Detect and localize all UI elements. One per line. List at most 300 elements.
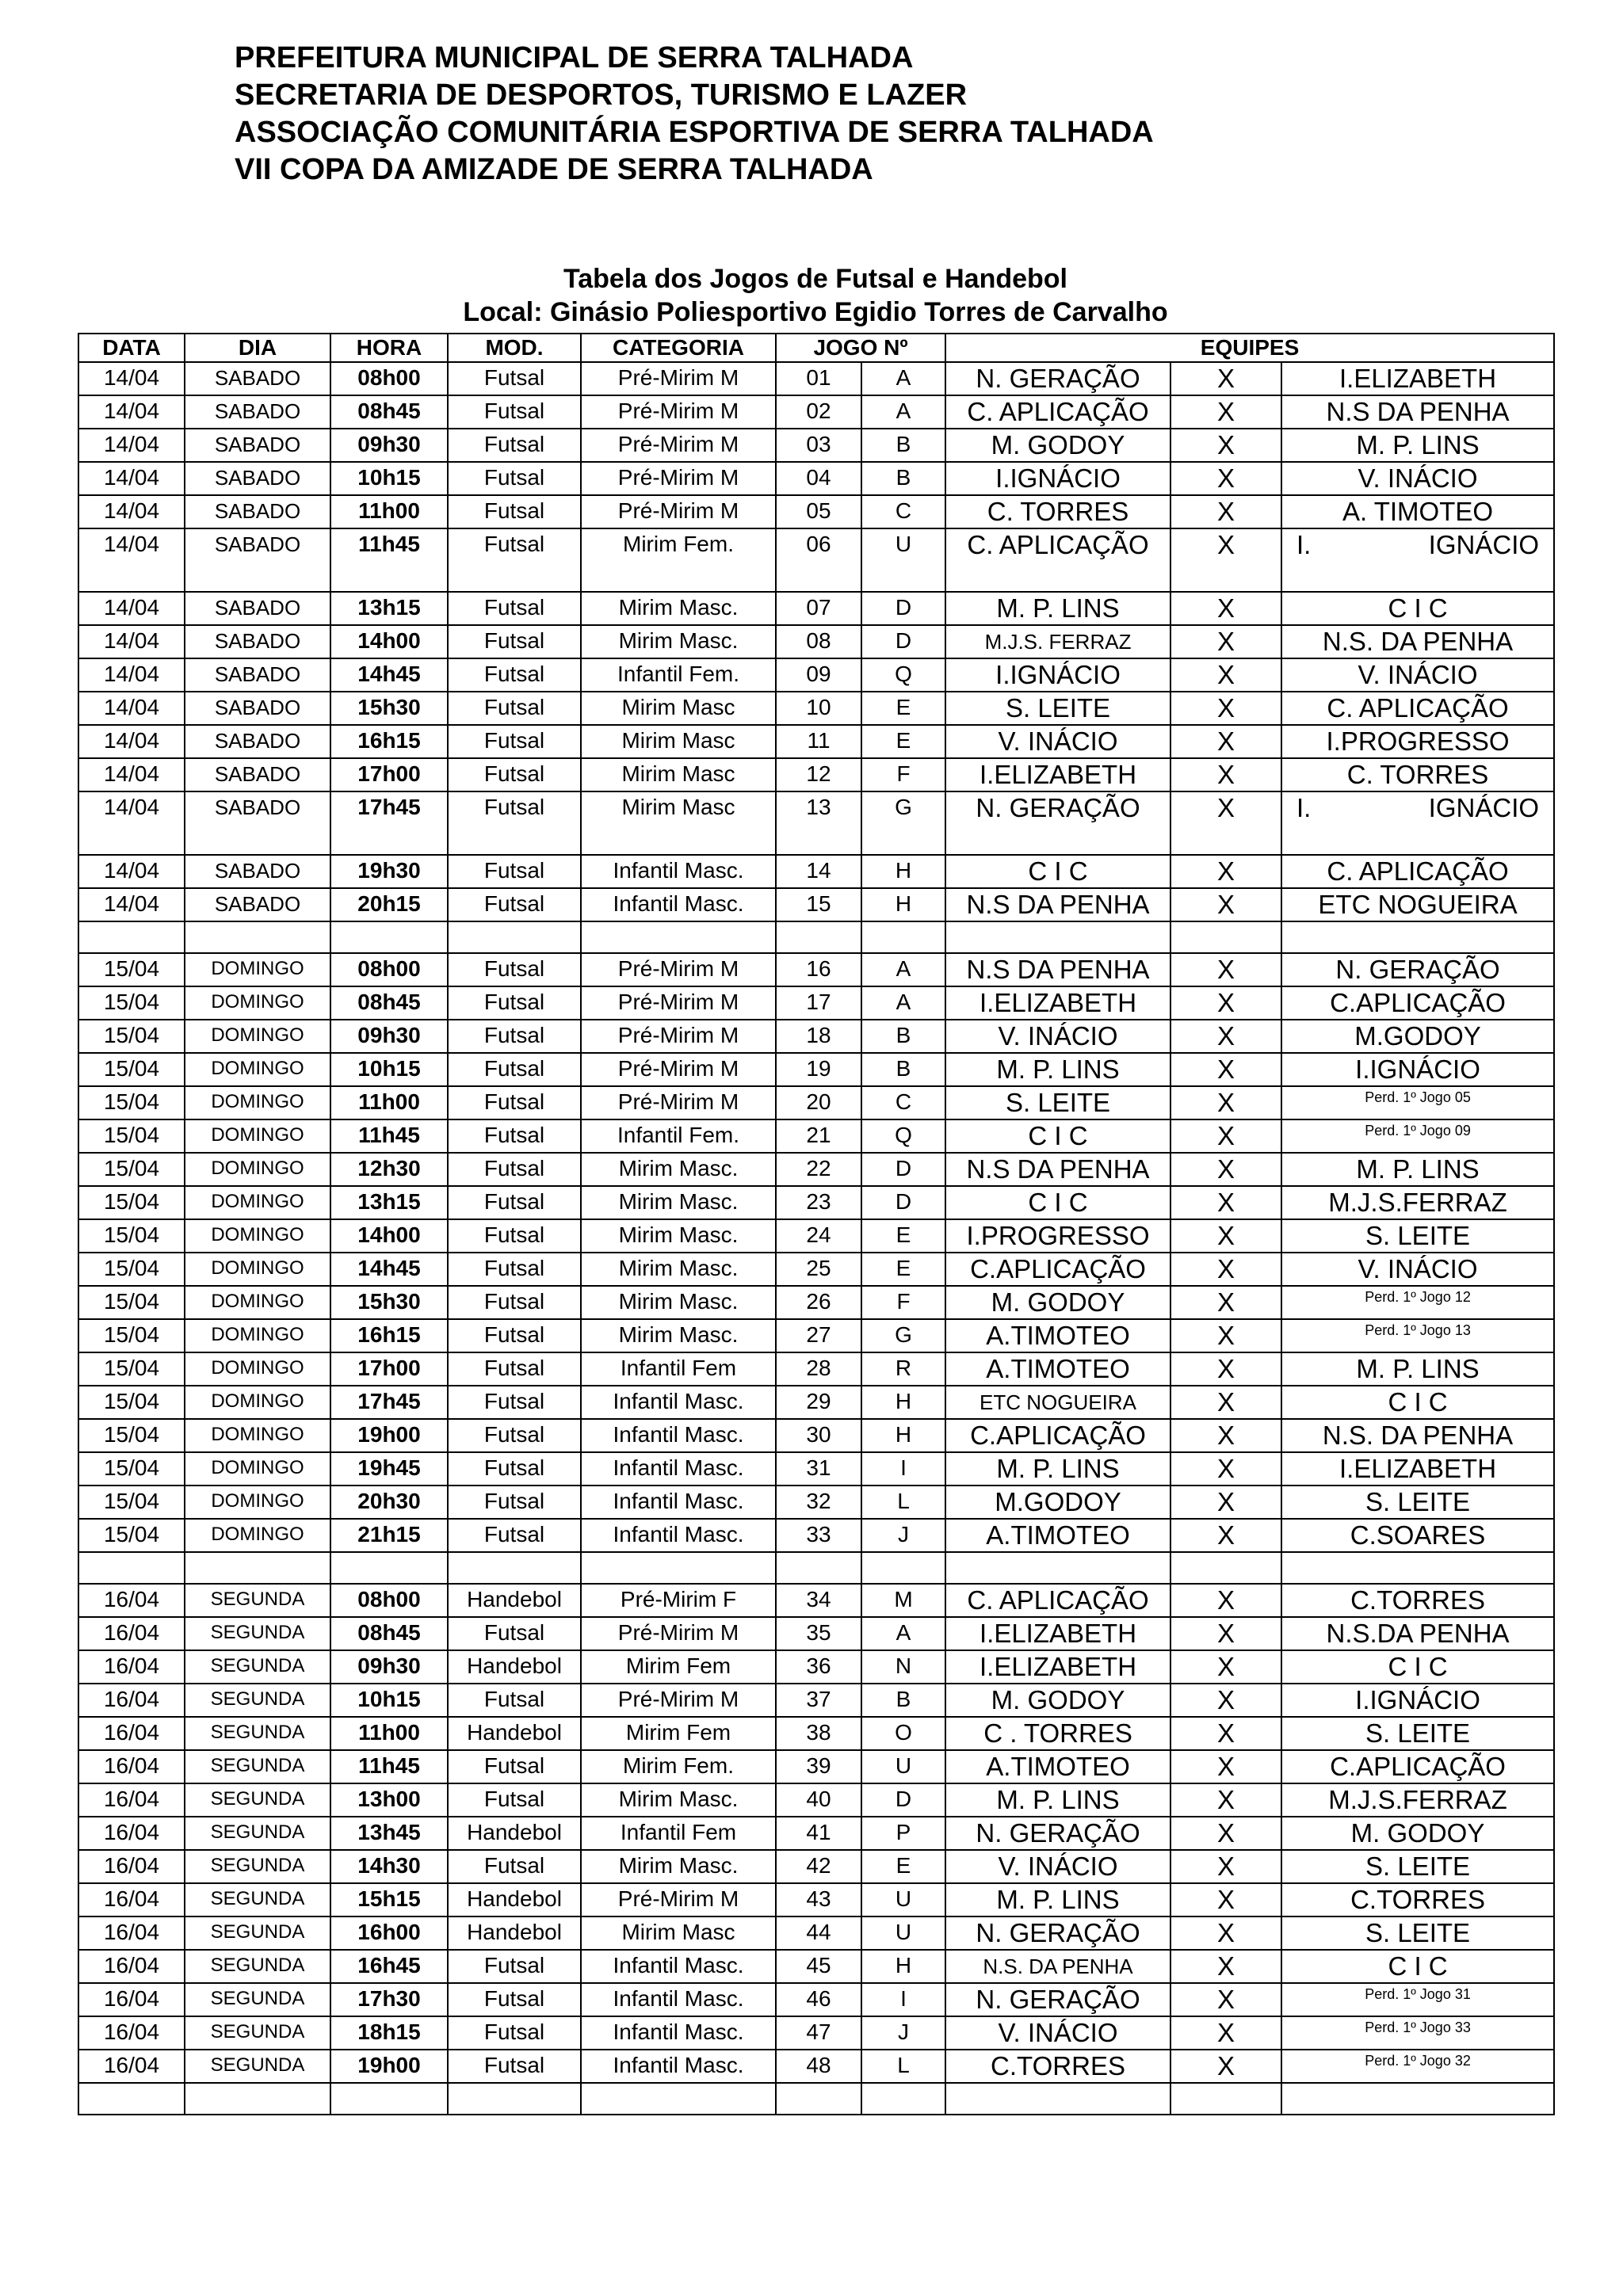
- cell-mod: Futsal: [448, 1053, 581, 1086]
- cell-hora: 10h15: [330, 462, 448, 495]
- cell-versus: X: [1170, 791, 1281, 855]
- cell-hora: 20h15: [330, 888, 448, 921]
- cell-hora: 18h15: [330, 2016, 448, 2050]
- cell-mod: Futsal: [448, 855, 581, 888]
- cell-versus: X: [1170, 1783, 1281, 1817]
- cell-data: 14/04: [78, 395, 185, 429]
- cell-grupo: G: [861, 791, 945, 855]
- cell-team-2: [1281, 528, 1554, 592]
- cell-jogo: 11: [776, 725, 861, 758]
- cell-categoria: Mirim Fem: [581, 1650, 776, 1684]
- cell-team-1: N.S DA PENHA: [945, 1153, 1170, 1186]
- cell-dia: DOMINGO: [185, 1186, 330, 1219]
- cell-categoria: Infantil Masc.: [581, 855, 776, 888]
- cell-data: 15/04: [78, 1053, 185, 1086]
- cell-team-2: S. LEITE: [1281, 1917, 1554, 1950]
- cell-mod: Futsal: [448, 1617, 581, 1650]
- cell-categoria: Infantil Masc.: [581, 1452, 776, 1486]
- cell-jogo: 16: [776, 953, 861, 986]
- cell-jogo: 48: [776, 2050, 861, 2083]
- cell-grupo: D: [861, 625, 945, 658]
- cell-dia: SABADO: [185, 758, 330, 791]
- cell-dia: SEGUNDA: [185, 2050, 330, 2083]
- cell-hora: 08h45: [330, 986, 448, 1020]
- cell-jogo: 17: [776, 986, 861, 1020]
- table-row: [78, 1983, 1554, 2016]
- cell-jogo: 21: [776, 1119, 861, 1153]
- cell-versus: X: [1170, 429, 1281, 462]
- table-row: [78, 1386, 1554, 1419]
- cell-team-2: [1281, 791, 1554, 855]
- empty-cell: [330, 1552, 448, 1584]
- cell-categoria: Infantil Masc.: [581, 1983, 776, 2016]
- cell-hora: 09h30: [330, 429, 448, 462]
- cell-dia: SABADO: [185, 429, 330, 462]
- cell-team-1: N.S. DA PENHA: [945, 1950, 1170, 1983]
- cell-jogo: 33: [776, 1519, 861, 1552]
- cell-team-2: C. APLICAÇÃO: [1281, 692, 1554, 725]
- cell-hora: 14h00: [330, 1219, 448, 1253]
- cell-jogo: 27: [776, 1319, 861, 1352]
- cell-team-1: N. GERAÇÃO: [945, 1817, 1170, 1850]
- cell-mod: Futsal: [448, 528, 581, 592]
- cell-hora: 13h00: [330, 1783, 448, 1817]
- cell-team-1: ETC NOGUEIRA: [945, 1386, 1170, 1419]
- empty-cell: [448, 921, 581, 953]
- cell-categoria: Infantil Masc.: [581, 2016, 776, 2050]
- cell-categoria: Mirim Masc.: [581, 1286, 776, 1319]
- table-row: [78, 429, 1554, 462]
- team-2-label: I. IGNÁCIO: [1296, 793, 1540, 822]
- cell-categoria: Pré-Mirim M: [581, 462, 776, 495]
- separator-row: [78, 1552, 1554, 1584]
- cell-team-2: C.APLICAÇÃO: [1281, 986, 1554, 1020]
- cell-hora: 11h00: [330, 1086, 448, 1119]
- cell-team-2: S. LEITE: [1281, 1486, 1554, 1519]
- cell-jogo: 06: [776, 528, 861, 592]
- table-row: [78, 986, 1554, 1020]
- table-row: [78, 692, 1554, 725]
- cell-jogo: 37: [776, 1684, 861, 1717]
- cell-team-1: I.ELIZABETH: [945, 1650, 1170, 1684]
- cell-team-2: I.IGNÁCIO: [1281, 1684, 1554, 1717]
- cell-grupo: F: [861, 758, 945, 791]
- cell-grupo: A: [861, 953, 945, 986]
- cell-data: 14/04: [78, 495, 185, 528]
- cell-mod: Futsal: [448, 1319, 581, 1352]
- cell-mod: Futsal: [448, 1086, 581, 1119]
- empty-cell: [1281, 2083, 1554, 2115]
- cell-categoria: Mirim Masc.: [581, 1219, 776, 1253]
- cell-mod: Futsal: [448, 692, 581, 725]
- cell-jogo: 40: [776, 1783, 861, 1817]
- cell-dia: SABADO: [185, 658, 330, 692]
- cell-data: 16/04: [78, 1817, 185, 1850]
- cell-team-2: Perd. 1º Jogo 13: [1281, 1319, 1554, 1352]
- cell-data: 15/04: [78, 1153, 185, 1186]
- header-line-2: SECRETARIA DE DESPORTOS, TURISMO E LAZER: [235, 78, 968, 112]
- empty-cell: [1281, 921, 1554, 953]
- cell-dia: DOMINGO: [185, 1020, 330, 1053]
- cell-jogo: 41: [776, 1817, 861, 1850]
- cell-jogo: 05: [776, 495, 861, 528]
- cell-hora: 10h15: [330, 1684, 448, 1717]
- cell-mod: Futsal: [448, 658, 581, 692]
- cell-versus: X: [1170, 1486, 1281, 1519]
- cell-data: 15/04: [78, 1486, 185, 1519]
- cell-mod: Futsal: [448, 592, 581, 625]
- cell-data: 15/04: [78, 1386, 185, 1419]
- cell-hora: 14h00: [330, 625, 448, 658]
- cell-hora: 17h00: [330, 758, 448, 791]
- cell-hora: 12h30: [330, 1153, 448, 1186]
- cell-hora: 19h00: [330, 2050, 448, 2083]
- cell-categoria: Pré-Mirim M: [581, 495, 776, 528]
- cell-versus: X: [1170, 1584, 1281, 1617]
- cell-jogo: 39: [776, 1750, 861, 1783]
- cell-categoria: Pré-Mirim M: [581, 1053, 776, 1086]
- cell-team-1: V. INÁCIO: [945, 725, 1170, 758]
- cell-versus: X: [1170, 1519, 1281, 1552]
- cell-data: 16/04: [78, 1584, 185, 1617]
- cell-grupo: E: [861, 1850, 945, 1883]
- cell-team-1: V. INÁCIO: [945, 2016, 1170, 2050]
- cell-versus: X: [1170, 362, 1281, 395]
- cell-team-1: M. P. LINS: [945, 1053, 1170, 1086]
- cell-jogo: 31: [776, 1452, 861, 1486]
- empty-cell: [581, 1552, 776, 1584]
- cell-data: 14/04: [78, 692, 185, 725]
- cell-grupo: L: [861, 2050, 945, 2083]
- cell-grupo: A: [861, 362, 945, 395]
- cell-grupo: M: [861, 1584, 945, 1617]
- empty-cell: [78, 921, 185, 953]
- table-row: [78, 658, 1554, 692]
- table-row: [78, 1650, 1554, 1684]
- cell-versus: X: [1170, 888, 1281, 921]
- header-line-4: VII COPA DA AMIZADE DE SERRA TALHADA: [235, 153, 873, 186]
- cell-hora: 17h00: [330, 1352, 448, 1386]
- cell-grupo: U: [861, 1750, 945, 1783]
- cell-data: 16/04: [78, 1983, 185, 2016]
- cell-team-2: N.S. DA PENHA: [1281, 625, 1554, 658]
- cell-versus: X: [1170, 1153, 1281, 1186]
- cell-hora: 16h00: [330, 1917, 448, 1950]
- cell-hora: 19h30: [330, 855, 448, 888]
- col-dia: DIA: [185, 334, 330, 362]
- cell-versus: X: [1170, 1286, 1281, 1319]
- cell-dia: DOMINGO: [185, 1153, 330, 1186]
- cell-grupo: L: [861, 1486, 945, 1519]
- cell-versus: X: [1170, 1684, 1281, 1717]
- team-2-label: I. IGNÁCIO: [1296, 530, 1540, 559]
- cell-categoria: Infantil Fem: [581, 1352, 776, 1386]
- cell-hora: 19h45: [330, 1452, 448, 1486]
- cell-dia: SEGUNDA: [185, 2016, 330, 2050]
- cell-mod: Handebol: [448, 1717, 581, 1750]
- cell-mod: Futsal: [448, 1153, 581, 1186]
- cell-jogo: 46: [776, 1983, 861, 2016]
- table-row: [78, 1286, 1554, 1319]
- cell-data: 14/04: [78, 362, 185, 395]
- cell-data: 14/04: [78, 462, 185, 495]
- cell-team-1: I.ELIZABETH: [945, 1617, 1170, 1650]
- cell-grupo: H: [861, 855, 945, 888]
- cell-dia: DOMINGO: [185, 1286, 330, 1319]
- cell-mod: Futsal: [448, 2016, 581, 2050]
- cell-mod: Futsal: [448, 1983, 581, 2016]
- empty-cell: [448, 2083, 581, 2115]
- cell-team-1: I.IGNÁCIO: [945, 658, 1170, 692]
- cell-dia: DOMINGO: [185, 1452, 330, 1486]
- cell-mod: Handebol: [448, 1650, 581, 1684]
- cell-jogo: 08: [776, 625, 861, 658]
- empty-cell: [185, 921, 330, 953]
- cell-data: 16/04: [78, 1684, 185, 1717]
- cell-data: 15/04: [78, 1086, 185, 1119]
- table-row: [78, 1950, 1554, 1983]
- cell-grupo: B: [861, 1020, 945, 1053]
- cell-grupo: I: [861, 1452, 945, 1486]
- cell-versus: X: [1170, 1983, 1281, 2016]
- table-row: [78, 395, 1554, 429]
- cell-versus: X: [1170, 1883, 1281, 1917]
- table-row: [78, 1219, 1554, 1253]
- cell-team-1: C. APLICAÇÃO: [945, 528, 1170, 592]
- cell-hora: 13h45: [330, 1817, 448, 1850]
- cell-team-1: A.TIMOTEO: [945, 1750, 1170, 1783]
- cell-dia: DOMINGO: [185, 1386, 330, 1419]
- empty-cell: [945, 1552, 1170, 1584]
- cell-versus: X: [1170, 1717, 1281, 1750]
- cell-categoria: Infantil Masc.: [581, 1419, 776, 1452]
- cell-categoria: Pré-Mirim M: [581, 1883, 776, 1917]
- cell-grupo: B: [861, 429, 945, 462]
- cell-grupo: D: [861, 592, 945, 625]
- cell-mod: Futsal: [448, 1950, 581, 1983]
- table-row: [78, 362, 1554, 395]
- cell-hora: 14h45: [330, 1253, 448, 1286]
- cell-versus: X: [1170, 1020, 1281, 1053]
- cell-hora: 19h00: [330, 1419, 448, 1452]
- cell-dia: DOMINGO: [185, 1419, 330, 1452]
- cell-data: 16/04: [78, 1850, 185, 1883]
- cell-data: 14/04: [78, 758, 185, 791]
- cell-mod: Futsal: [448, 2050, 581, 2083]
- cell-data: 16/04: [78, 1917, 185, 1950]
- table-row: [78, 1352, 1554, 1386]
- cell-team-2: Perd. 1º Jogo 12: [1281, 1286, 1554, 1319]
- document-header: [235, 40, 1423, 189]
- cell-grupo: I: [861, 1983, 945, 2016]
- cell-mod: Handebol: [448, 1917, 581, 1950]
- cell-jogo: 44: [776, 1917, 861, 1950]
- cell-mod: Futsal: [448, 1419, 581, 1452]
- cell-grupo: D: [861, 1186, 945, 1219]
- cell-team-2: M. P. LINS: [1281, 1352, 1554, 1386]
- cell-data: 14/04: [78, 429, 185, 462]
- header-line-3: ASSOCIAÇÃO COMUNITÁRIA ESPORTIVA DE SERRA TALHADA: [235, 116, 1154, 149]
- cell-grupo: B: [861, 1053, 945, 1086]
- cell-team-2: V. INÁCIO: [1281, 1253, 1554, 1286]
- cell-team-2: I.IGNÁCIO: [1281, 1053, 1554, 1086]
- cell-hora: 15h30: [330, 1286, 448, 1319]
- empty-cell: [330, 921, 448, 953]
- cell-versus: X: [1170, 1386, 1281, 1419]
- cell-versus: X: [1170, 658, 1281, 692]
- cell-mod: Futsal: [448, 1386, 581, 1419]
- cell-versus: X: [1170, 1219, 1281, 1253]
- cell-versus: X: [1170, 725, 1281, 758]
- cell-dia: SABADO: [185, 855, 330, 888]
- cell-hora: 11h45: [330, 1119, 448, 1153]
- empty-cell: [776, 921, 861, 953]
- separator-row: [78, 2083, 1554, 2115]
- cell-mod: Futsal: [448, 953, 581, 986]
- empty-cell: [1281, 1552, 1554, 1584]
- cell-team-1: S. LEITE: [945, 692, 1170, 725]
- cell-team-2: V. INÁCIO: [1281, 462, 1554, 495]
- table-title: Tabela dos Jogos de Futsal e Handebol: [563, 264, 1068, 294]
- cell-data: 15/04: [78, 1519, 185, 1552]
- cell-dia: DOMINGO: [185, 1319, 330, 1352]
- cell-categoria: Infantil Masc.: [581, 1950, 776, 1983]
- cell-jogo: 25: [776, 1253, 861, 1286]
- cell-grupo: B: [861, 1684, 945, 1717]
- cell-data: 16/04: [78, 1783, 185, 1817]
- cell-categoria: Pré-Mirim M: [581, 1684, 776, 1717]
- cell-data: 15/04: [78, 1219, 185, 1253]
- cell-data: 14/04: [78, 888, 185, 921]
- cell-versus: X: [1170, 1319, 1281, 1352]
- cell-dia: SEGUNDA: [185, 1617, 330, 1650]
- cell-jogo: 14: [776, 855, 861, 888]
- cell-dia: SABADO: [185, 888, 330, 921]
- cell-team-1: N. GERAÇÃO: [945, 1917, 1170, 1950]
- cell-data: 16/04: [78, 1650, 185, 1684]
- cell-versus: X: [1170, 1086, 1281, 1119]
- cell-team-2: A. TIMOTEO: [1281, 495, 1554, 528]
- cell-categoria: Mirim Fem.: [581, 1750, 776, 1783]
- cell-versus: X: [1170, 1452, 1281, 1486]
- cell-data: 15/04: [78, 1253, 185, 1286]
- cell-categoria: Mirim Masc.: [581, 1783, 776, 1817]
- empty-cell: [581, 2083, 776, 2115]
- cell-mod: Handebol: [448, 1817, 581, 1850]
- cell-jogo: 01: [776, 362, 861, 395]
- cell-team-2: S. LEITE: [1281, 1850, 1554, 1883]
- empty-cell: [78, 2083, 185, 2115]
- cell-hora: 10h15: [330, 1053, 448, 1086]
- cell-versus: X: [1170, 592, 1281, 625]
- cell-data: 15/04: [78, 1286, 185, 1319]
- cell-dia: DOMINGO: [185, 986, 330, 1020]
- cell-categoria: Infantil Masc.: [581, 1386, 776, 1419]
- cell-hora: 15h30: [330, 692, 448, 725]
- cell-mod: Futsal: [448, 1186, 581, 1219]
- cell-jogo: 30: [776, 1419, 861, 1452]
- cell-grupo: E: [861, 1219, 945, 1253]
- cell-grupo: U: [861, 1917, 945, 1950]
- cell-versus: X: [1170, 1419, 1281, 1452]
- cell-team-2: C.TORRES: [1281, 1584, 1554, 1617]
- cell-hora: 20h30: [330, 1486, 448, 1519]
- cell-dia: SEGUNDA: [185, 1584, 330, 1617]
- col-data: DATA: [78, 334, 185, 362]
- cell-mod: Futsal: [448, 1119, 581, 1153]
- cell-dia: SEGUNDA: [185, 1717, 330, 1750]
- cell-data: 15/04: [78, 953, 185, 986]
- cell-dia: SABADO: [185, 692, 330, 725]
- cell-hora: 11h45: [330, 1750, 448, 1783]
- cell-dia: SABADO: [185, 462, 330, 495]
- cell-team-2: N.S DA PENHA: [1281, 395, 1554, 429]
- cell-data: 14/04: [78, 528, 185, 592]
- empty-cell: [861, 1552, 945, 1584]
- table-row: [78, 1119, 1554, 1153]
- cell-mod: Futsal: [448, 725, 581, 758]
- cell-team-2: I.PROGRESSO: [1281, 725, 1554, 758]
- cell-hora: 17h45: [330, 1386, 448, 1419]
- table-row: [78, 625, 1554, 658]
- cell-team-1: N. GERAÇÃO: [945, 791, 1170, 855]
- cell-dia: SEGUNDA: [185, 1850, 330, 1883]
- cell-grupo: U: [861, 528, 945, 592]
- empty-cell: [78, 1552, 185, 1584]
- cell-team-1: I.ELIZABETH: [945, 986, 1170, 1020]
- cell-team-2: Perd. 1º Jogo 31: [1281, 1983, 1554, 2016]
- cell-mod: Futsal: [448, 462, 581, 495]
- cell-data: 15/04: [78, 1119, 185, 1153]
- table-row: [78, 1153, 1554, 1186]
- cell-categoria: Mirim Fem: [581, 1717, 776, 1750]
- cell-grupo: F: [861, 1286, 945, 1319]
- cell-team-1: C.APLICAÇÃO: [945, 1253, 1170, 1286]
- cell-grupo: N: [861, 1650, 945, 1684]
- cell-mod: Futsal: [448, 1253, 581, 1286]
- cell-mod: Futsal: [448, 395, 581, 429]
- cell-categoria: Mirim Masc: [581, 758, 776, 791]
- cell-hora: 13h15: [330, 592, 448, 625]
- cell-team-1: C. APLICAÇÃO: [945, 1584, 1170, 1617]
- cell-versus: X: [1170, 1186, 1281, 1219]
- cell-grupo: U: [861, 1883, 945, 1917]
- cell-categoria: Mirim Masc.: [581, 625, 776, 658]
- cell-dia: DOMINGO: [185, 1519, 330, 1552]
- cell-jogo: 42: [776, 1850, 861, 1883]
- cell-team-2: C I C: [1281, 1950, 1554, 1983]
- cell-grupo: O: [861, 1717, 945, 1750]
- table-row: [78, 462, 1554, 495]
- cell-team-1: M.GODOY: [945, 1486, 1170, 1519]
- cell-dia: DOMINGO: [185, 1119, 330, 1153]
- cell-team-2: N. GERAÇÃO: [1281, 953, 1554, 986]
- cell-team-1: N. GERAÇÃO: [945, 362, 1170, 395]
- table-row: [78, 1020, 1554, 1053]
- cell-hora: 08h45: [330, 1617, 448, 1650]
- cell-jogo: 29: [776, 1386, 861, 1419]
- cell-dia: SEGUNDA: [185, 1983, 330, 2016]
- cell-team-1: C I C: [945, 855, 1170, 888]
- cell-jogo: 47: [776, 2016, 861, 2050]
- table-row: [78, 1584, 1554, 1617]
- cell-grupo: H: [861, 1950, 945, 1983]
- cell-categoria: Pré-Mirim M: [581, 1617, 776, 1650]
- cell-grupo: J: [861, 2016, 945, 2050]
- games-table: [78, 333, 1555, 2115]
- cell-jogo: 20: [776, 1086, 861, 1119]
- cell-grupo: E: [861, 692, 945, 725]
